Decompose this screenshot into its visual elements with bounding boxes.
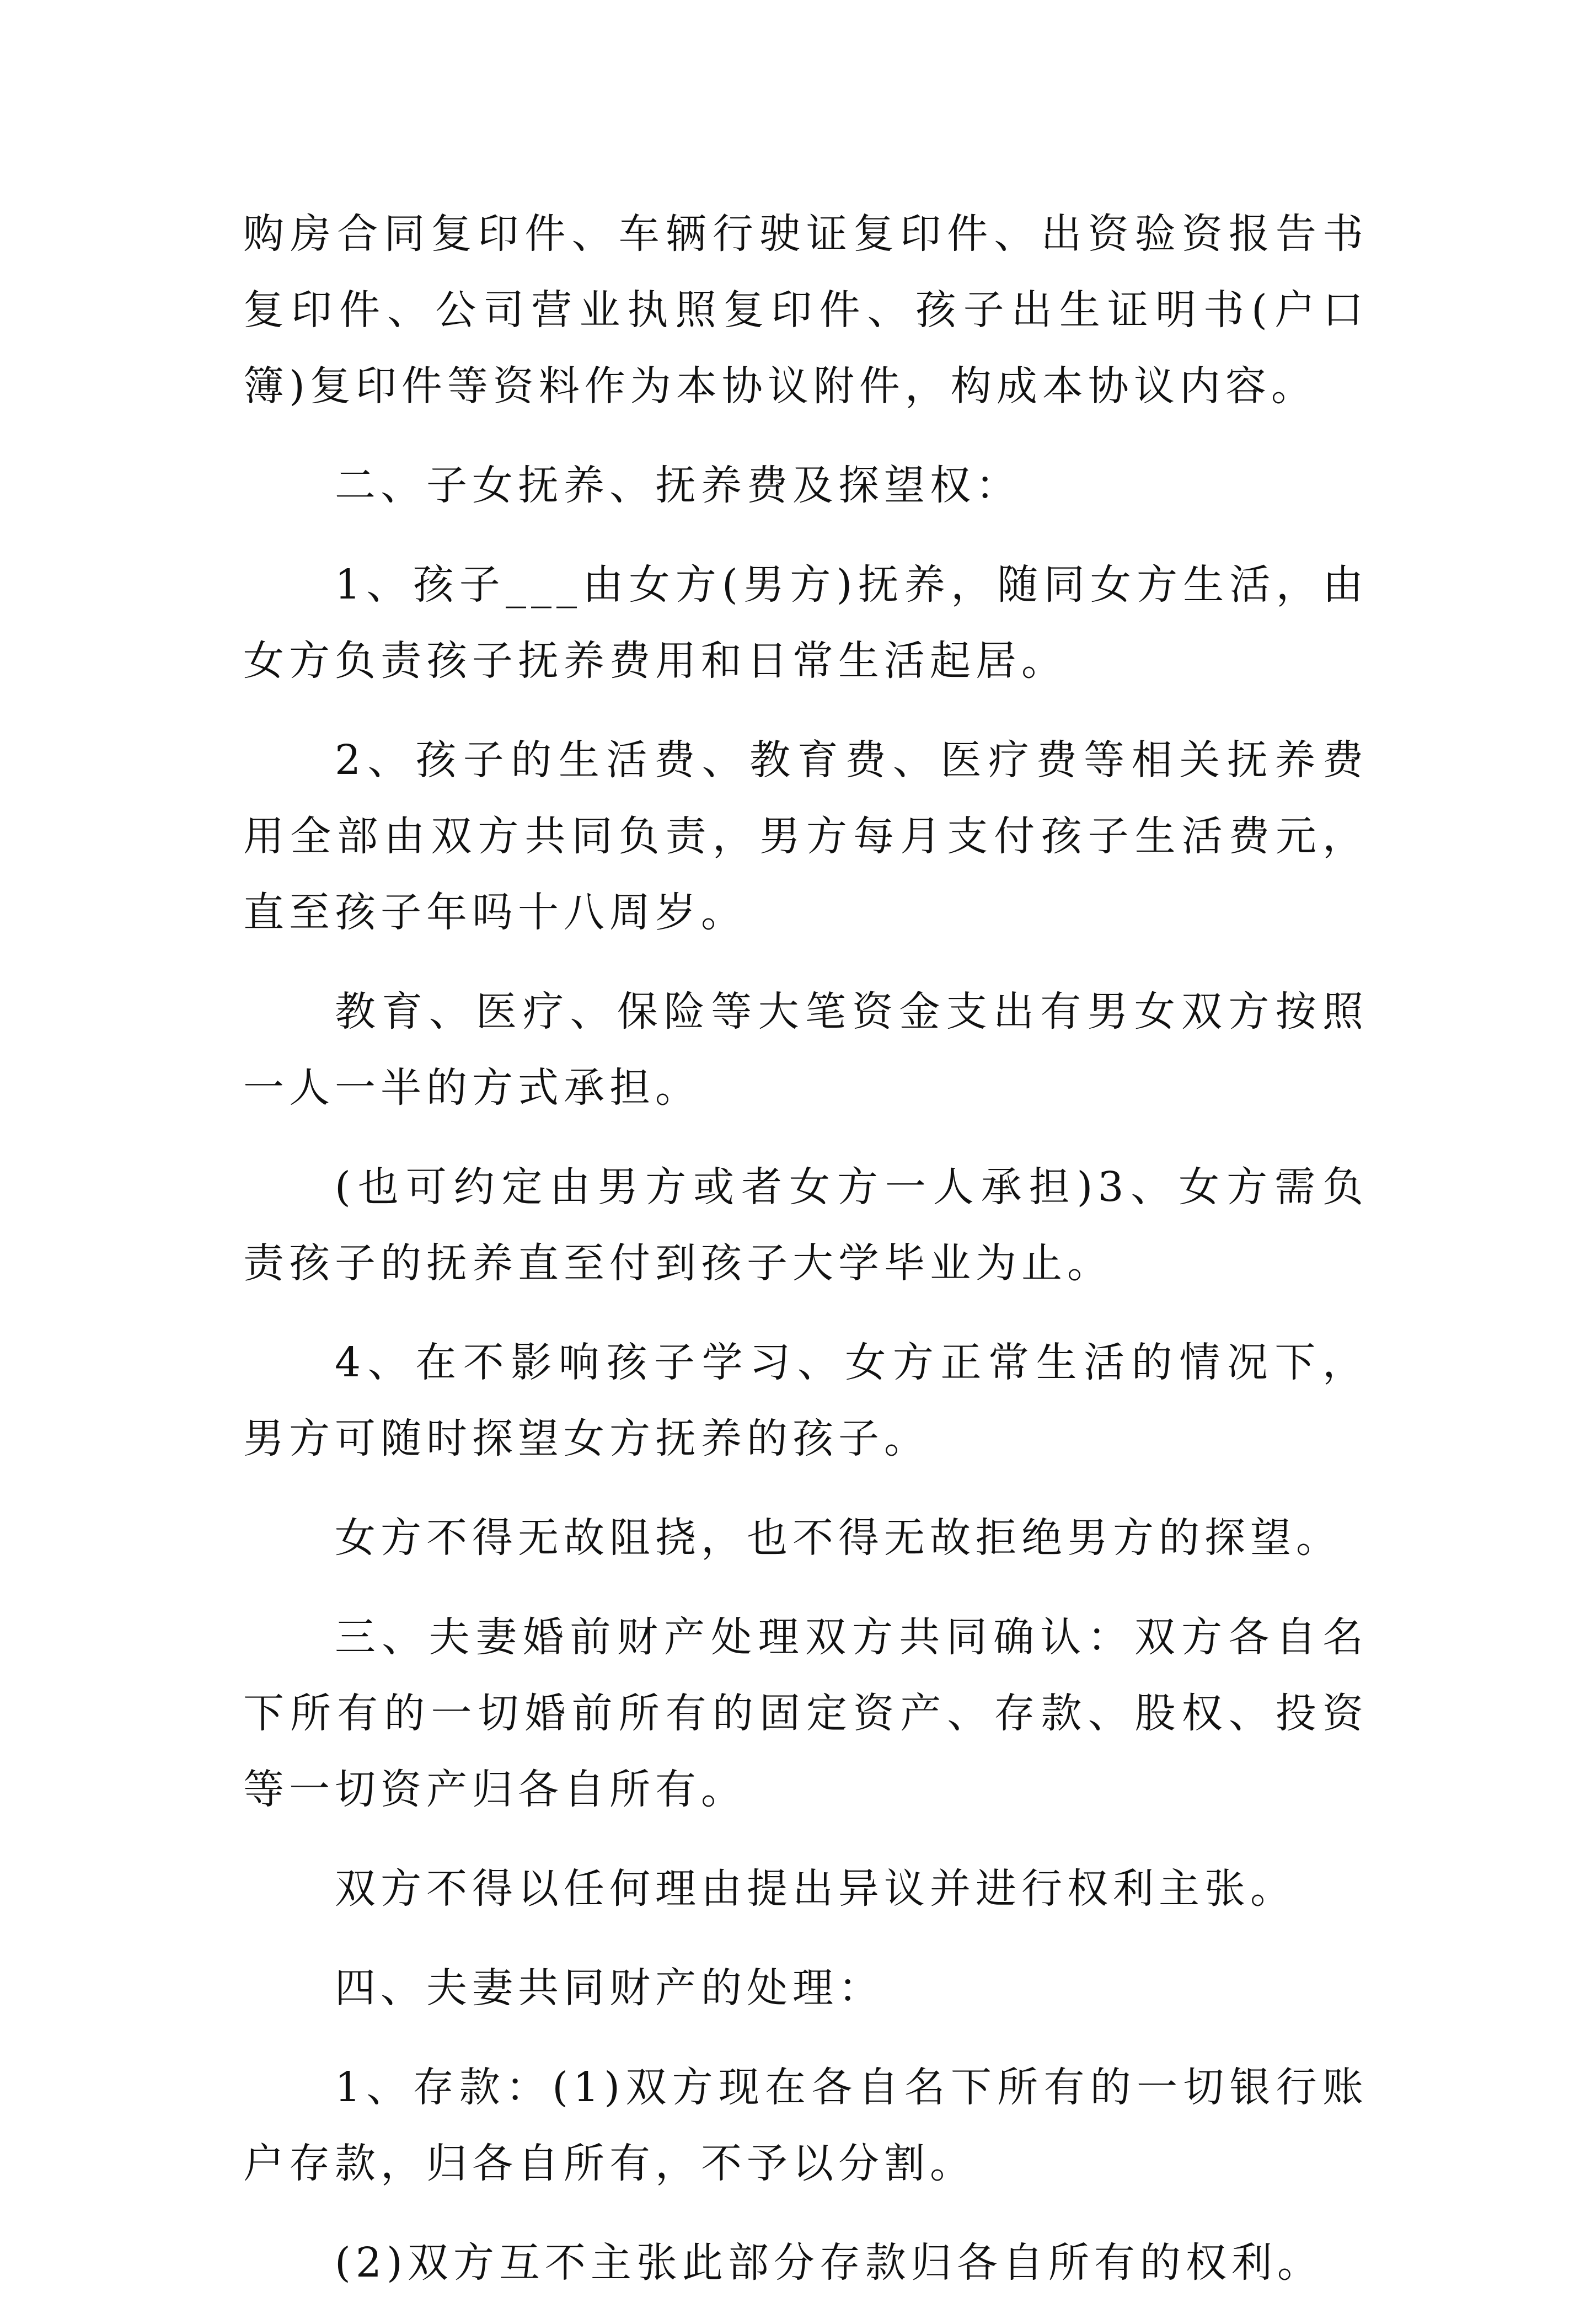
paragraph-attachments: 购房合同复印件、车辆行驶证复印件、出资验资报告书复印件、公司营业执照复印件、孩子出生证明书(户口簿)复印件等资料作为本协议附件，构成本协议内容。 <box>243 210 1368 410</box>
paragraph-no-objection: 双方不得以任何理由提出异议并进行权利主张。 <box>335 1865 1296 1912</box>
paragraph-custody-3: (也可约定由男方或者女方一人承担)3、女方需负责孩子的抚养直至付到孩子大学毕业为止。 <box>243 1163 1368 1287</box>
paragraph-custody-4: 4、在不影响孩子学习、女方正常生活的情况下，男方可随时探望女方抚养的孩子。 <box>243 1339 1368 1462</box>
paragraph-visitation: 女方不得无故阻挠，也不得无故拒绝男方的探望。 <box>335 1514 1342 1562</box>
paragraph-major-expenses: 教育、医疗、保险等大笔资金支出有男女双方按照一人一半的方式承担。 <box>243 988 1368 1112</box>
document-body <box>243 196 1368 2324</box>
paragraph-custody-1: 1、孩子___由女方(男方)抚养，随同女方生活，由女方负责孩子抚养费用和日常生活起居。 <box>243 561 1368 685</box>
paragraph-deposits-1: 1、存款：(1)双方现在各自名下所有的一切银行账户存款，归各自所有，不予以分割。 <box>243 2064 1368 2187</box>
heading-child-custody: 二、子女抚养、抚养费及探望权： <box>335 462 1021 509</box>
heading-joint-property: 四、夫妻共同财产的处理： <box>335 1964 884 2012</box>
paragraph-custody-2: 2、孩子的生活费、教育费、医疗费等相关抚养费用全部由双方共同负责，男方每月支付孩子生活费元，直至孩子年吗十八周岁。 <box>243 736 1368 936</box>
paragraph-deposits-2: (2)双方互不主张此部分存款归各自所有的权利。 <box>335 2239 1323 2286</box>
heading-premarital-property: 三、夫妻婚前财产处理双方共同确认：双方各自名下所有的一切婚前所有的固定资产、存款、股权、投资等一切资产归各自所有。 <box>243 1614 1368 1813</box>
